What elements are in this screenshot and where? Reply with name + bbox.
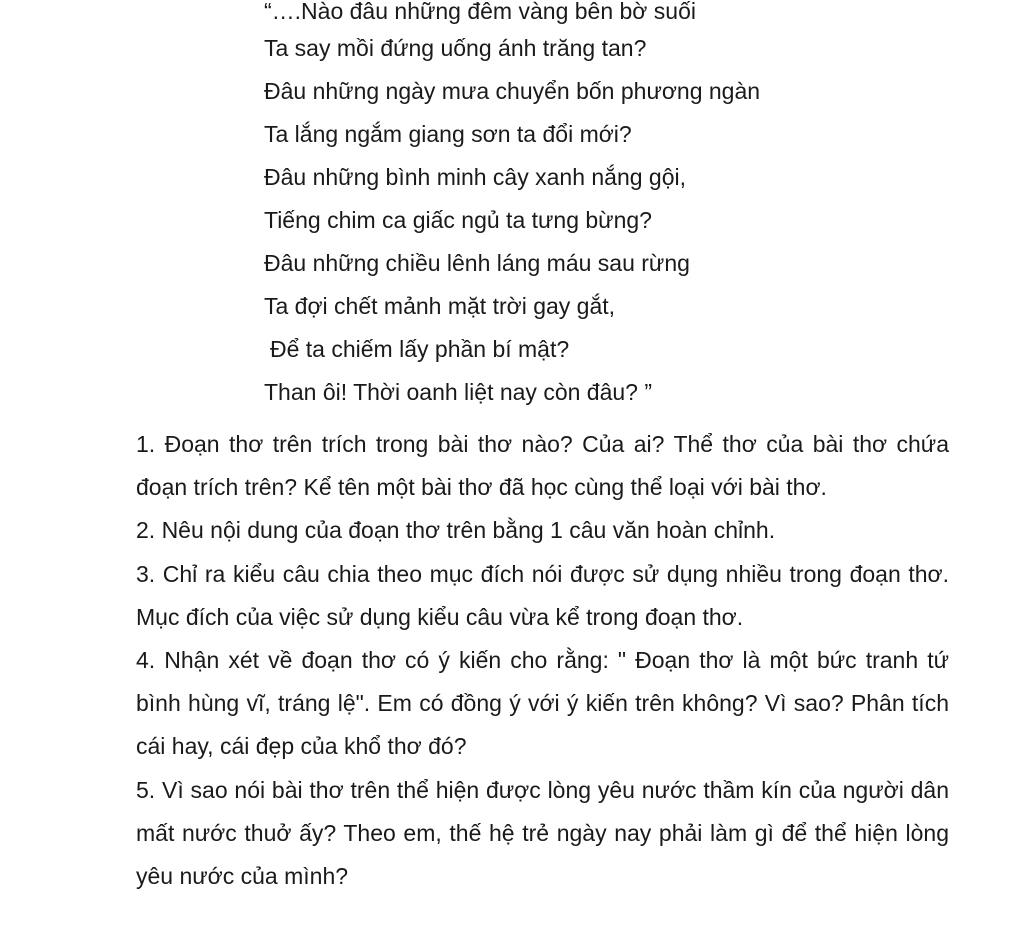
question-5: 5. Vì sao nói bài thơ trên thể hiện được lòng yêu nước thầm kín của người dân mất nước thuở ấy? Theo em, thế hệ trẻ ngày nay phải làm gì để thể hiện lòng yêu nước của mình?: [136, 776, 949, 890]
question-list: [136, 423, 949, 898]
poem-line: Than ôi! Thời oanh liệt nay còn đâu? ”: [264, 379, 653, 405]
poem-line: “….Nào đâu những đêm vàng bên bờ suối: [264, 0, 696, 24]
poem-line: Để ta chiếm lấy phần bí mật?: [270, 336, 570, 362]
question-3: 3. Chỉ ra kiểu câu chia theo mục đích nói được sử dụng nhiều trong đoạn thơ. Mục đích của việc sử dụng kiểu câu vừa kể trong đoạn thơ.: [136, 560, 949, 630]
question-4: 4. Nhận xét về đoạn thơ có ý kiến cho rằng: " Đoạn thơ là một bức tranh tứ bình hùng vĩ, tráng lệ". Em có đồng ý với ý kiến trên không? Vì sao? Phân tích cái hay, cái đẹp của khổ thơ đó?: [136, 647, 949, 760]
poem-line: Ta say mồi đứng uống ánh trăng tan?: [264, 35, 647, 61]
poem-line: Ta đợi chết mảnh mặt trời gay gắt,: [264, 293, 616, 319]
poem-line: Đâu những bình minh cây xanh nắng gội,: [264, 164, 687, 190]
poem-excerpt: [264, 0, 964, 414]
question-1: 1. Đoạn thơ trên trích trong bài thơ nào? Của ai? Thể thơ của bài thơ chứa đoạn trích trên? Kể tên một bài thơ đã học cùng thể loại với bài thơ.: [136, 431, 949, 501]
poem-line: Đâu những chiều lênh láng máu sau rừng: [264, 250, 690, 276]
question-2: 2. Nêu nội dung của đoạn thơ trên bằng 1 câu văn hoàn chỉnh.: [136, 517, 776, 544]
poem-line: Đâu những ngày mưa chuyển bốn phương ngàn: [264, 78, 761, 104]
poem-line: Ta lắng ngắm giang sơn ta đổi mới?: [264, 121, 632, 147]
poem-line: Tiếng chim ca giấc ngủ ta tưng bừng?: [264, 207, 652, 233]
